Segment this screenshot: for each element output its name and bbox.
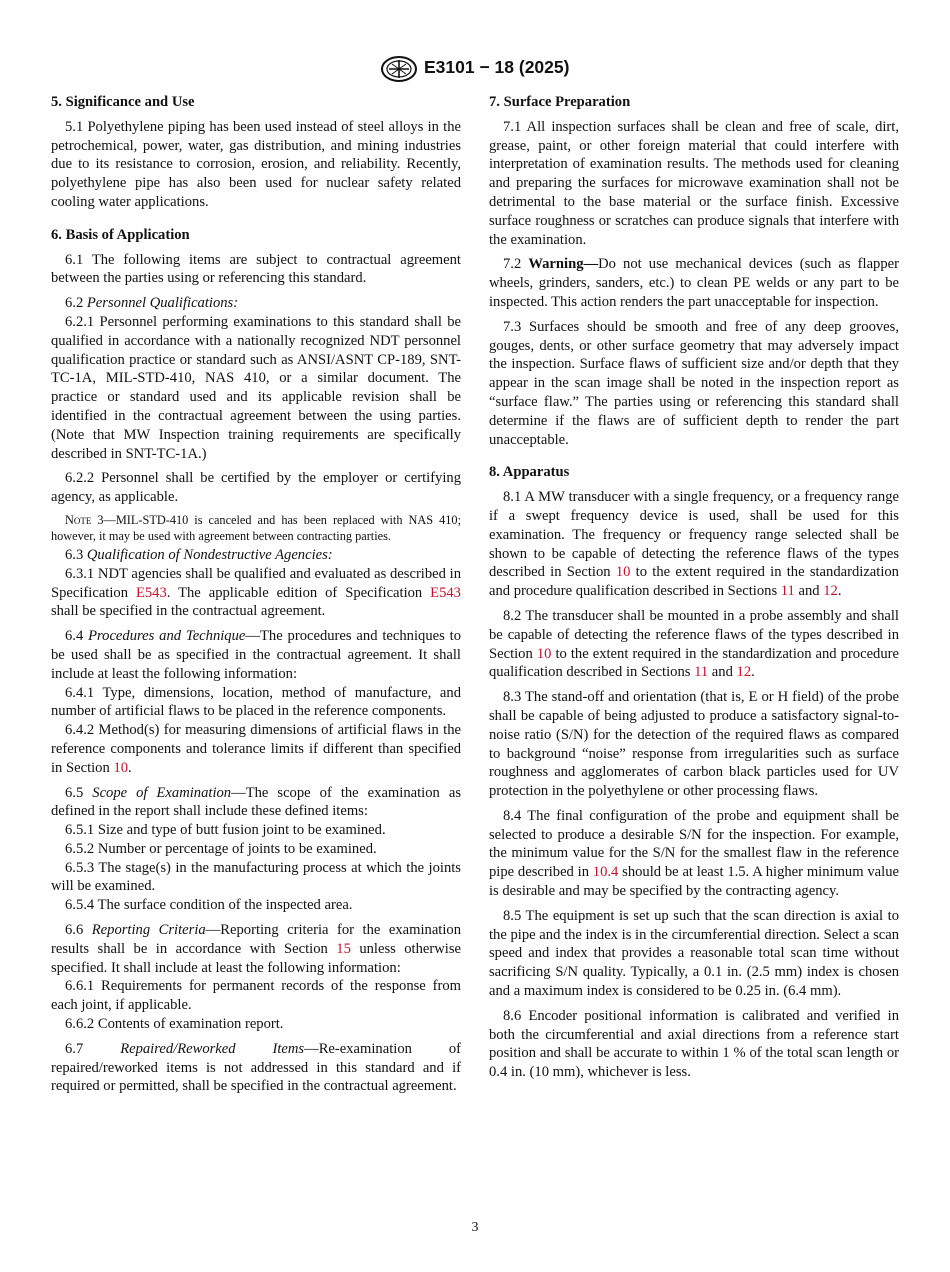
ref-section-12-link[interactable]: 12 — [736, 664, 752, 681]
ref-section-15-link[interactable]: 15 — [336, 940, 351, 957]
ref-e543-link[interactable]: E543 — [430, 584, 461, 601]
para-6-4: 6.4 Procedures and Technique—The procedures and techniques to be used shall be as specified in the contractual agreement. It shall include at least the following information: — [51, 628, 461, 682]
para-7-3: 7.3 Surfaces should be smooth and free of any deep grooves, gouges, dents, or other surface geometry that may adversely impact the inspection. Surface flaws of sufficient size and/or depth that they appear in the scan image shall be noted in the inspection report as “surface flaw.” The parties using or referencing this standard shall determine if the flaws are of sufficient depth to render the part unacceptable. — [489, 318, 899, 448]
para-6-2: 6.2 Personnel Qualifications: — [65, 295, 239, 312]
para-6-6-1: 6.6.1 Requirements for permanent records of the response from each joint, if applicable. — [51, 978, 461, 1014]
page-header — [0, 56, 950, 86]
right-column — [489, 93, 899, 1082]
para-6-5-1: 6.5.1 Size and type of butt fusion joint to be examined. — [65, 822, 386, 839]
para-6-2-2: 6.2.2 Personnel shall be certified by the employer or certifying agency, as applicable. — [51, 470, 461, 506]
para-6-4-1: 6.4.1 Type, dimensions, location, method of manufacture, and number of artificial flaws to be placed in the reference components. — [51, 684, 461, 720]
page-number: 3 — [471, 1220, 479, 1235]
section-7-heading: 7. Surface Preparation — [489, 94, 631, 110]
astm-logo — [380, 56, 418, 82]
ref-section-10-link[interactable]: 10 — [113, 759, 129, 776]
para-6-6-2: 6.6.2 Contents of examination report. — [65, 1016, 284, 1033]
para-7-2: 7.2 Warning—Do not use mechanical devices (such as flapper wheels, grinders, sanders, etc.) to clean PE welds or any part to be inspected. This action renders the part unacceptable for inspection. — [489, 256, 899, 310]
ref-e543-link[interactable]: E543 — [135, 584, 167, 601]
para-6-2-1: 6.2.1 Personnel performing examinations to this standard shall be qualified in accordance with a nationally recognized NDT personnel qualification practice or standard such as ANSI/ASNT CP-189, SNT-TC-1A, MIL-STD-410, NAS 410, or a similar document. The practice or standard used and its applicable revision shall be identified in the contractual agreement between the using parties. (Note that MW Inspection training requirements are specifically described in SNT-TC-1A.) — [51, 313, 461, 462]
standard-designation: E3101 − 18 (2025) — [424, 57, 570, 77]
para-6-5-3: 6.5.3 The stage(s) in the manufacturing process at which the joints will be examined. — [51, 859, 461, 895]
para-8-4: 8.4 The final configuration of the probe and equipment shall be selected to produce a desirable S/N for the inspection. For example, the minimum value for the S/N for the smallest flaw in the reference pipe described in 10.4 should be at least 1.5. A higher minimum value is desirable and may be specified by the contracting agency. — [489, 807, 899, 900]
left-column — [51, 93, 461, 1096]
para-8-3: 8.3 The stand-off and orientation (that is, E or H field) of the probe shall be capable of being adjusted to produce a satisfactory signal-to-noise ratio (S/N) for the detection of the required flaws as compared to background “noise” response from irregularities such as surface roughness and agglomerates of carbon black particles used for UV protection in the polyethylene or other processing flaws. — [489, 689, 899, 800]
para-5-1: 5.1 Polyethylene piping has been used instead of steel alloys in the petrochemical, power, water, gas distribution, and mining industries due to its resistance to corrosion, erosion, and reliability. Recently, polyethylene pipe has also been used for nuclear safety related cooling water applications. — [51, 118, 461, 210]
para-6-7: 6.7 Repaired/Reworked Items—Re-examination of repaired/reworked items is not addressed in this standard and if required or permitted, shall be specified in the contractual agreement. — [51, 1040, 462, 1095]
ref-section-11-link[interactable]: 11 — [694, 664, 709, 681]
para-6-3: 6.3 Qualification of Nondestructive Agencies: — [65, 546, 333, 563]
ref-10-4-link[interactable]: 10.4 — [592, 864, 619, 881]
para-6-5-2: 6.5.2 Number or percentage of joints to be examined. — [65, 840, 377, 857]
ref-section-12-link[interactable]: 12 — [823, 583, 838, 600]
para-6-5-4: 6.5.4 The surface condition of the inspected area. — [65, 897, 353, 914]
ref-section-10-link[interactable]: 10 — [615, 564, 631, 581]
section-5-heading: 5. Significance and Use — [51, 94, 195, 110]
para-8-5: 8.5 The equipment is set up such that the scan direction is axial to the pipe and the index is in the circumferential direction. Select a scan speed and index that provides a reasonable total scan time without sacrificing S/N quality. Typically, a 0.1 in. (2.5 mm) index is chosen and a maximum index is considered to be 0.25 in. (6.4 mm). — [489, 907, 899, 1000]
section-6-heading: 6. Basis of Application — [51, 226, 190, 243]
para-6-4-2: 6.4.2 Method(s) for measuring dimensions of artificial flaws in the reference components and tolerance limits if different than specified in Section 10. — [51, 722, 461, 776]
ref-section-10-link[interactable]: 10 — [536, 645, 552, 662]
para-6-3-1: 6.3.1 NDT agencies shall be qualified and evaluated as described in Specification E543. The applicable edition of Specification E543 shall be specified in the contractual agreement. — [51, 565, 461, 620]
para-7-1: 7.1 All inspection surfaces shall be clean and free of scale, dirt, grease, paint, or other foreign material that could interfere with interpretation of examination results. The methods used for cleaning and preparing the surfaces for microwave examination shall not be detrimental to the base material or the surface finish. Excessive surface roughness or scratches can produce signals that interfere with the examination. — [489, 118, 899, 248]
para-8-6: 8.6 Encoder positional information is calibrated and verified in both the circumferential and axial directions from a reference start position and shall be accurate to within 1 % of the total scan length or 0.4 in. (10 mm), whichever is less. — [489, 1007, 899, 1081]
para-6-5: 6.5 Scope of Examination—The scope of the examination as defined in the report shall include these defined items: — [51, 784, 461, 820]
ref-section-11-link[interactable]: 11 — [780, 583, 795, 600]
section-8-heading: 8. Apparatus — [489, 464, 570, 481]
para-6-1: 6.1 The following items are subject to contractual agreement between the parties using or referencing this standard. — [51, 251, 461, 287]
para-8-2: 8.2 The transducer shall be mounted in a probe assembly and shall be capable of detecting the reference flaws of the types described in Section 10 to the extent required in the standardization and procedure qualification described in Sections 11 and 12. — [489, 607, 899, 681]
note-3: Note 3—MIL-STD-410 is canceled and has been replaced with NAS 410; however, it may be used with agreement between contracting parties. — [51, 512, 461, 543]
para-6-6: 6.6 Reporting Criteria—Reporting criteria for the examination results shall be in accordance with Section 15 unless otherwise specified. It shall include at least the following information: — [51, 922, 461, 976]
para-8-1: 8.1 A MW transducer with a single frequency, or a frequency range if a swept frequency device is used, shall be used for this examination. The frequency or frequency range selected shall be shown to be capable of detecting the reference flaws of the types described in Section 10 to the extent required in the standardization and procedure qualification described in Sections 11 and 12. — [489, 489, 899, 600]
